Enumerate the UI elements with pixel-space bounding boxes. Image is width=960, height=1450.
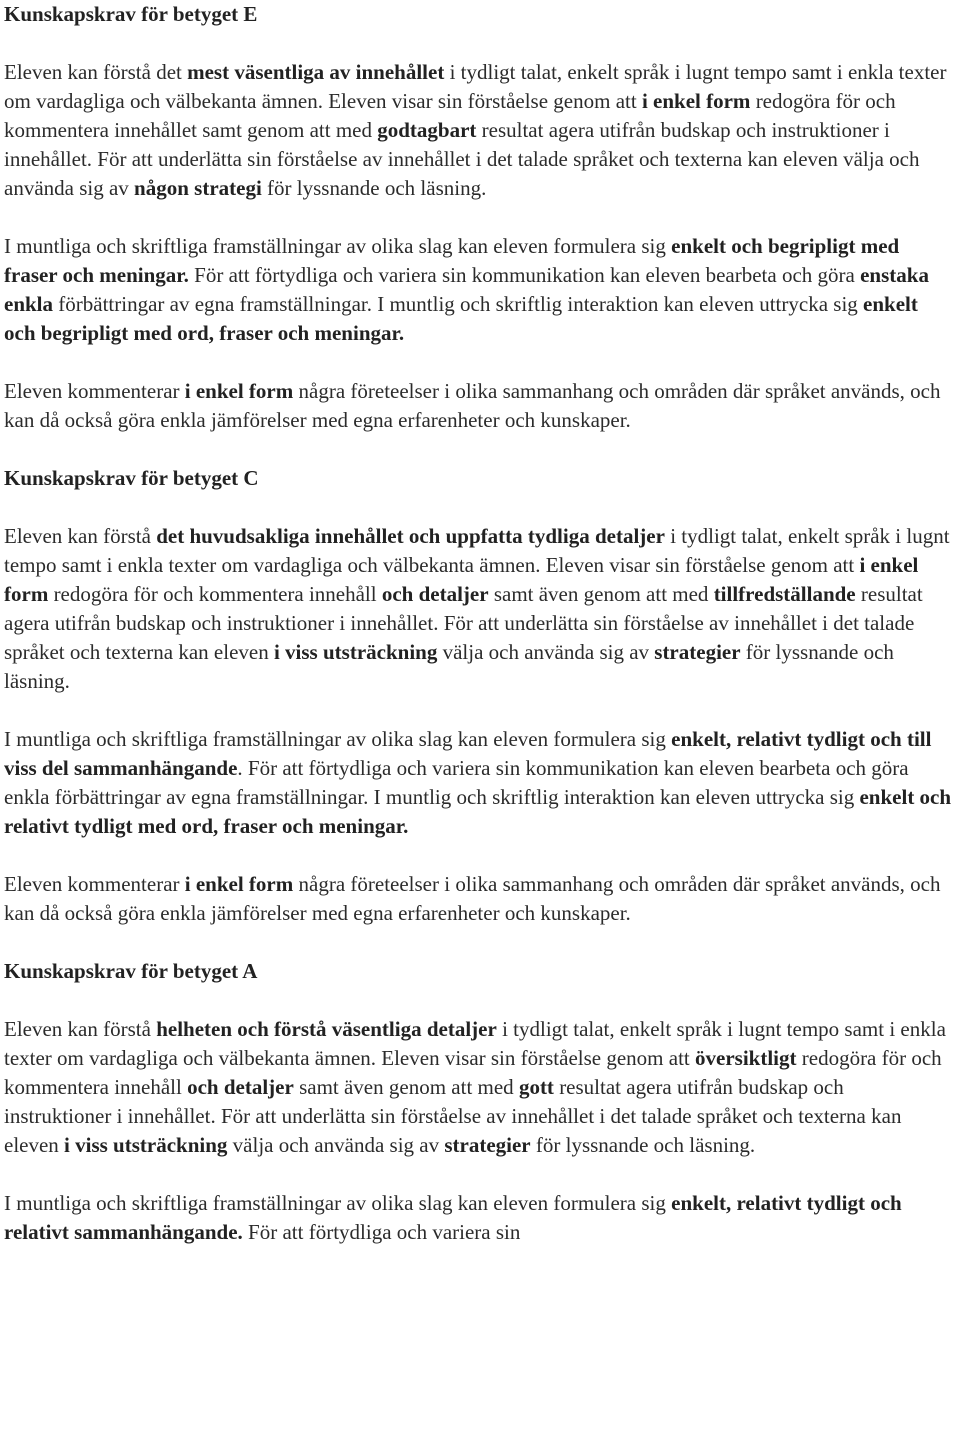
bold-text-run: i viss utsträckning bbox=[64, 1133, 228, 1157]
text-run: redogöra för och kommentera innehåll bbox=[4, 1046, 942, 1099]
section-heading: Kunskapskrav för betyget E bbox=[4, 2, 258, 26]
text-run: . För att förtydliga och variera sin kommunikation kan eleven bearbeta och göra enkla förbättringar av egna framställningar. I muntlig och skriftlig interaktion kan eleven uttrycka sig bbox=[4, 756, 909, 809]
bold-text-run: enkelt och begripligt med ord, fraser och meningar. bbox=[4, 292, 918, 345]
section-grade-e bbox=[4, 0, 954, 435]
section-grade-a bbox=[4, 957, 954, 1247]
text-run: för lyssnande och läsning. bbox=[261, 176, 487, 200]
bold-text-run: i enkel form bbox=[184, 872, 294, 896]
text-run: redogöra för och kommentera innehåll bbox=[48, 582, 382, 606]
bold-text-run: godtagbart bbox=[377, 118, 477, 142]
section-heading: Kunskapskrav för betyget C bbox=[4, 466, 259, 490]
text-run: för lyssnande och läsning. bbox=[530, 1133, 756, 1157]
text-run: resultat agera utifrån budskap och instruktioner i innehållet. För att underlätta sin förståelse av innehållet i det talade språket och texterna kan eleven välja och använda sig av bbox=[4, 118, 920, 200]
paragraph bbox=[4, 1015, 954, 1160]
text-run: i tydligt talat, enkelt språk i lugnt tempo samt i enkla texter om vardagliga och välbekanta ämnen. Eleven visar sin förståelse genom att bbox=[4, 524, 950, 577]
paragraph bbox=[4, 870, 954, 928]
bold-text-run: tillfredställande bbox=[713, 582, 856, 606]
text-run: redogöra för och kommentera innehållet samt genom att med bbox=[4, 89, 896, 142]
paragraph bbox=[4, 725, 954, 841]
text-run: i tydligt talat, enkelt språk i lugnt tempo samt i enkla texter om vardagliga och välbekanta ämnen. Eleven visar sin förståelse genom att bbox=[4, 60, 947, 113]
bold-text-run: helheten och förstå väsentliga detaljer bbox=[156, 1017, 497, 1041]
paragraph bbox=[4, 58, 954, 203]
text-run: För att förtydliga och variera sin kommunikation kan eleven bearbeta och göra bbox=[188, 263, 861, 287]
paragraph bbox=[4, 232, 954, 348]
document-page bbox=[4, 0, 954, 1276]
text-run: samt även genom att med bbox=[293, 1075, 519, 1099]
section-grade-c bbox=[4, 464, 954, 928]
paragraph bbox=[4, 522, 954, 696]
bold-text-run: någon strategi bbox=[134, 176, 262, 200]
text-run: några företeelser i olika sammanhang och områden där språket används, och kan då också göra enkla jämförelser med egna erfarenheter och kunskaper. bbox=[4, 872, 941, 925]
bold-text-run: i viss utsträckning bbox=[273, 640, 438, 664]
text-run: välja och använda sig av bbox=[437, 640, 655, 664]
text-run: För att förtydliga och variera sin bbox=[242, 1220, 521, 1244]
bold-text-run: mest väsentliga av innehållet bbox=[187, 60, 445, 84]
text-run: några företeelser i olika sammanhang och områden där språket används, och kan då också göra enkla jämförelser med egna erfarenheter och kunskaper. bbox=[4, 379, 941, 432]
paragraph bbox=[4, 377, 954, 435]
text-run: I muntliga och skriftliga framställningar av olika slag kan eleven formulera sig bbox=[4, 727, 672, 751]
paragraph bbox=[4, 1189, 954, 1247]
text-run: Eleven kommenterar bbox=[4, 379, 185, 403]
text-run: för lyssnande och läsning. bbox=[4, 640, 894, 693]
bold-text-run: och detaljer bbox=[187, 1075, 294, 1099]
bold-text-run: det huvudsakliga innehållet och uppfatta tydliga detaljer bbox=[156, 524, 665, 548]
bold-text-run: och detaljer bbox=[381, 582, 489, 606]
text-run: resultat agera utifrån budskap och instruktioner i innehållet. För att underlätta sin förståelse av innehållet i det talade språket och texterna kan eleven bbox=[4, 582, 923, 664]
bold-text-run: enstaka enkla bbox=[4, 263, 929, 316]
bold-text-run: enkelt, relativt tydligt och till viss del sammanhängande bbox=[4, 727, 932, 780]
text-run: samt även genom att med bbox=[488, 582, 714, 606]
text-run: Eleven kan förstå det bbox=[4, 60, 188, 84]
bold-text-run: i enkel form bbox=[4, 553, 919, 606]
text-run: förbättringar av egna framställningar. I muntlig och skriftlig interaktion kan eleven uttrycka sig bbox=[53, 292, 864, 316]
bold-text-run: i enkel form bbox=[184, 379, 294, 403]
text-run: välja och använda sig av bbox=[227, 1133, 445, 1157]
text-run: resultat agera utifrån budskap och instruktioner i innehållet. För att underlätta sin förståelse av innehållet i det talade språket och texterna kan eleven bbox=[4, 1075, 902, 1157]
bold-text-run: enkelt, relativt tydligt och relativt sammanhängande. bbox=[4, 1191, 902, 1244]
text-run: i tydligt talat, enkelt språk i lugnt tempo samt i enkla texter om vardagliga och välbekanta ämnen. Eleven visar sin förståelse genom att bbox=[4, 1017, 946, 1070]
text-run: Eleven kan förstå bbox=[4, 1017, 157, 1041]
text-run: Eleven kommenterar bbox=[4, 872, 185, 896]
bold-text-run: gott bbox=[518, 1075, 554, 1099]
section-heading: Kunskapskrav för betyget A bbox=[4, 959, 258, 983]
bold-text-run: översiktligt bbox=[695, 1046, 797, 1070]
bold-text-run: enkelt och relativt tydligt med ord, fraser och meningar. bbox=[4, 785, 952, 838]
bold-text-run: strategier bbox=[654, 640, 741, 664]
text-run: I muntliga och skriftliga framställningar av olika slag kan eleven formulera sig bbox=[4, 1191, 672, 1215]
bold-text-run: strategier bbox=[444, 1133, 531, 1157]
bold-text-run: i enkel form bbox=[641, 89, 751, 113]
text-run: I muntliga och skriftliga framställningar av olika slag kan eleven formulera sig bbox=[4, 234, 672, 258]
bold-text-run: enkelt och begripligt med fraser och meningar. bbox=[4, 234, 900, 287]
text-run: Eleven kan förstå bbox=[4, 524, 157, 548]
